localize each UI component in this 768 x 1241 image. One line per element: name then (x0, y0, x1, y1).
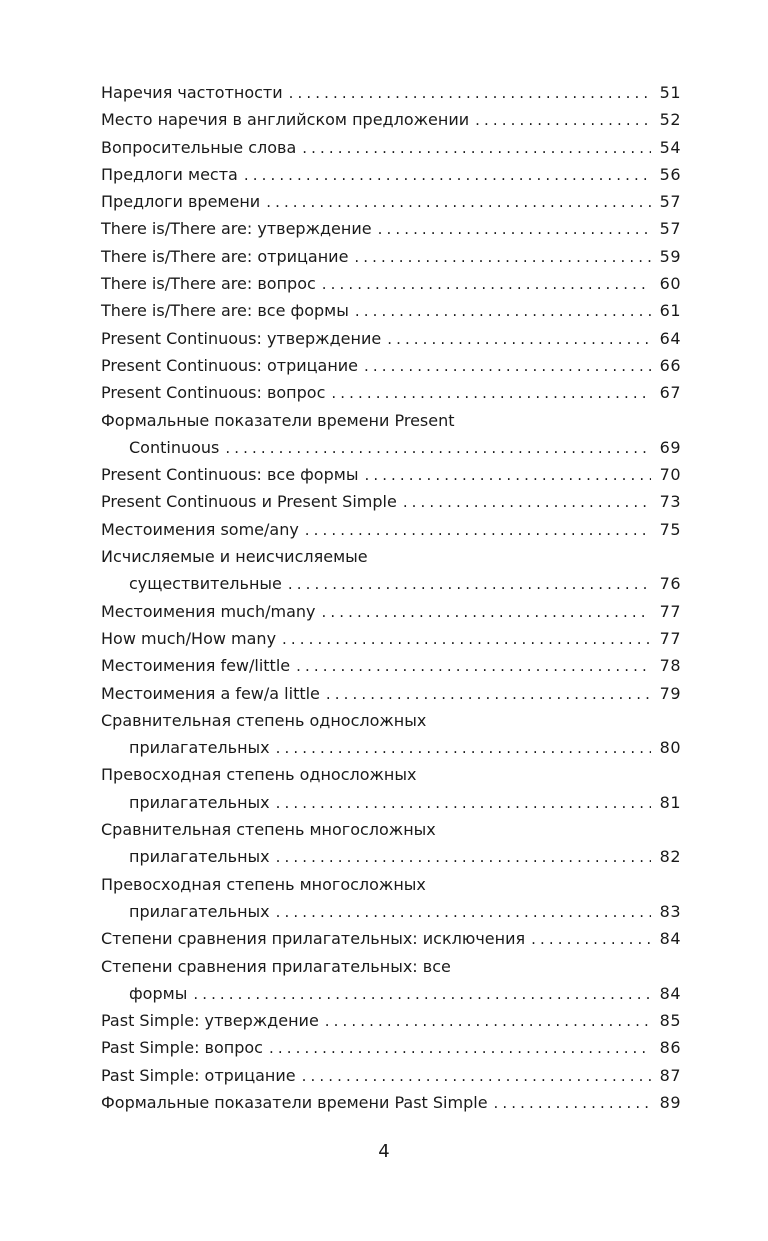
toc-entry-title: There is/There are: вопрос (101, 274, 316, 294)
toc-entry-title: Present Continuous: отрицание (101, 355, 359, 375)
toc-entry (101, 602, 681, 629)
toc-entry-title: There is/There are: утверждение (101, 219, 372, 239)
toc-entry-line (101, 684, 681, 711)
toc-entry-line (101, 765, 681, 792)
toc-entry (101, 492, 681, 519)
toc-entry-line (101, 902, 681, 929)
toc-entry-title: Местоимения few/little (101, 656, 291, 676)
toc-entry-title: There is/There are: все формы (101, 301, 349, 321)
toc-entry-line (101, 274, 681, 301)
toc-entry (101, 629, 681, 656)
toc-entry-page: 76 (659, 574, 681, 594)
dot-leader (354, 248, 651, 266)
dot-leader (296, 657, 651, 675)
toc-entry-page: 57 (659, 219, 681, 239)
toc-entry-title: Present Continuous: вопрос (101, 383, 326, 403)
toc-entry-line (101, 301, 681, 328)
toc-entry-line (101, 847, 681, 874)
toc-entry-page: 69 (659, 437, 681, 457)
toc-entry-title: Present Continuous: утверждение (101, 328, 382, 348)
toc-entry-line (101, 465, 681, 492)
dot-leader (325, 1012, 651, 1030)
dot-leader (364, 357, 651, 375)
toc-entry-title-continued: прилагательных (129, 901, 270, 921)
toc-entry-line (101, 383, 681, 410)
toc-entry-page: 73 (659, 492, 681, 512)
toc-entry-line (101, 984, 681, 1011)
toc-entry (101, 929, 681, 956)
toc-entry-page: 52 (659, 110, 681, 130)
toc-entry (101, 274, 681, 301)
toc-entry-page: 89 (659, 1092, 681, 1112)
toc-entry-line (101, 929, 681, 956)
toc-entry (101, 711, 681, 766)
toc-entry-page: 64 (659, 328, 681, 348)
dot-leader (322, 275, 651, 293)
toc-entry (101, 656, 681, 683)
toc-entry-page: 61 (659, 301, 681, 321)
toc-entry-line (101, 492, 681, 519)
toc-entry-title-continued: существительные (129, 574, 282, 594)
toc-entry-title: Предлоги времени (101, 192, 261, 212)
toc-entry-page: 82 (659, 847, 681, 867)
toc-entry (101, 411, 681, 466)
toc-entry-title-continued: прилагательных (129, 792, 270, 812)
toc-entry-page: 84 (659, 929, 681, 949)
toc-entry-page: 70 (659, 465, 681, 485)
toc-entry-line (101, 1011, 681, 1038)
toc-entry-title: Present Continuous: все формы (101, 465, 359, 485)
toc-entry (101, 820, 681, 875)
dot-leader (364, 466, 651, 484)
toc-entry-line (101, 574, 681, 601)
toc-entry-line (101, 110, 681, 137)
toc-entry-page: 77 (659, 628, 681, 648)
dot-leader (475, 111, 651, 129)
toc-entry (101, 1093, 681, 1120)
toc-entry-line (101, 192, 681, 219)
toc-entry-page: 86 (659, 1038, 681, 1058)
toc-entry-line (101, 738, 681, 765)
dot-leader (302, 139, 651, 157)
toc-entry-title: Present Continuous и Present Simple (101, 492, 397, 512)
dot-leader (387, 330, 651, 348)
toc-entry-title-continued: прилагательных (129, 847, 270, 867)
toc-entry-line (101, 520, 681, 547)
dot-leader (276, 794, 651, 812)
toc-entry-title: Формальные показатели времени Past Simple (101, 1092, 488, 1112)
toc-entry-line (101, 165, 681, 192)
toc-entry-line (101, 138, 681, 165)
toc-entry (101, 547, 681, 602)
toc-entry-page: 54 (659, 137, 681, 157)
dot-leader (305, 521, 651, 539)
toc-entry-line (101, 411, 681, 438)
toc-entry-line (101, 957, 681, 984)
toc-entry-title: Превосходная степень односложных (101, 765, 417, 785)
toc-entry-page: 75 (659, 519, 681, 539)
toc-entry-title-continued: прилагательных (129, 738, 270, 758)
toc-entry-title: Вопросительные слова (101, 137, 297, 157)
toc-entry-page: 66 (659, 355, 681, 375)
dot-leader (225, 439, 651, 457)
toc-entry-page: 78 (659, 656, 681, 676)
dot-leader (403, 493, 651, 511)
toc-entry-page: 83 (659, 901, 681, 921)
dot-leader (266, 193, 651, 211)
dot-leader (378, 220, 651, 238)
toc-entry (101, 875, 681, 930)
toc-entry-title: Past Simple: отрицание (101, 1065, 296, 1085)
dot-leader (282, 630, 651, 648)
toc-entry-page: 51 (659, 83, 681, 102)
toc-entry (101, 356, 681, 383)
toc-entry-title: Past Simple: утверждение (101, 1011, 319, 1031)
toc-entry-title-continued: формы (129, 983, 188, 1003)
toc-entry-page: 57 (659, 192, 681, 212)
toc-entry (101, 247, 681, 274)
table-of-contents (101, 83, 681, 1120)
toc-entry-title: How much/How many (101, 628, 277, 648)
toc-entry (101, 383, 681, 410)
toc-entry-title: Местоимения some/any (101, 519, 299, 539)
dot-leader (244, 166, 651, 184)
toc-entry-title: Место наречия в английском предложении (101, 110, 470, 130)
dot-leader (289, 84, 651, 102)
toc-entry-title-continued: Continuous (129, 437, 220, 457)
toc-entry-title: Степени сравнения прилагательных: исключения (101, 929, 526, 949)
toc-entry (101, 520, 681, 547)
dot-leader (326, 685, 651, 703)
dot-leader (276, 903, 651, 921)
toc-entry-line (101, 83, 681, 110)
toc-entry-line (101, 793, 681, 820)
toc-entry-line (101, 820, 681, 847)
toc-entry-title: Наречия частотности (101, 83, 283, 102)
dot-leader (531, 930, 651, 948)
toc-entry-line (101, 438, 681, 465)
toc-entry-page: 87 (659, 1065, 681, 1085)
toc-entry-line (101, 219, 681, 246)
toc-entry (101, 192, 681, 219)
toc-entry-title: Местоимения much/many (101, 601, 316, 621)
toc-entry-line (101, 547, 681, 574)
toc-entry-title: Сравнительная степень многосложных (101, 820, 436, 840)
toc-entry-page: 84 (659, 983, 681, 1003)
toc-entry (101, 83, 681, 110)
toc-entry-page: 77 (659, 601, 681, 621)
toc-entry-title: Предлоги места (101, 164, 238, 184)
dot-leader (355, 302, 651, 320)
dot-leader (331, 384, 651, 402)
toc-entry-page: 56 (659, 164, 681, 184)
toc-entry-title: Превосходная степень многосложных (101, 874, 426, 894)
toc-entry (101, 765, 681, 820)
toc-entry (101, 110, 681, 137)
dot-leader (494, 1094, 651, 1112)
toc-entry-title: Степени сравнения прилагательных: все (101, 956, 451, 976)
toc-entry-page: 85 (659, 1011, 681, 1031)
toc-entry-line (101, 711, 681, 738)
dot-leader (276, 739, 651, 757)
toc-entry-page: 67 (659, 383, 681, 403)
toc-entry (101, 1038, 681, 1065)
toc-entry-page: 60 (659, 274, 681, 294)
toc-entry-line (101, 1038, 681, 1065)
toc-entry-line (101, 602, 681, 629)
toc-entry (101, 957, 681, 1012)
toc-entry-page: 59 (659, 246, 681, 266)
dot-leader (193, 985, 651, 1003)
toc-entry-title: Местоимения a few/a little (101, 683, 320, 703)
toc-entry-line (101, 875, 681, 902)
toc-entry (101, 465, 681, 492)
toc-entry (101, 1066, 681, 1093)
toc-entry-title: There is/There are: отрицание (101, 246, 349, 266)
toc-entry-page: 81 (659, 792, 681, 812)
toc-entry (101, 329, 681, 356)
toc-entry-line (101, 629, 681, 656)
toc-entry (101, 684, 681, 711)
toc-entry-line (101, 356, 681, 383)
toc-entry (101, 1011, 681, 1038)
toc-entry-page: 79 (659, 683, 681, 703)
toc-entry-line (101, 247, 681, 274)
toc-entry-title: Сравнительная степень односложных (101, 710, 427, 730)
toc-entry (101, 138, 681, 165)
toc-entry (101, 219, 681, 246)
page-number: 4 (378, 1141, 390, 1162)
toc-entry-title: Исчисляемые и неисчисляемые (101, 547, 368, 567)
toc-entry (101, 301, 681, 328)
dot-leader (322, 603, 652, 621)
toc-entry (101, 165, 681, 192)
dot-leader (276, 848, 651, 866)
toc-entry-line (101, 656, 681, 683)
toc-entry-title: Past Simple: вопрос (101, 1038, 263, 1058)
toc-entry-page: 80 (659, 738, 681, 758)
toc-entry-line (101, 1093, 681, 1120)
dot-leader (269, 1039, 651, 1057)
dot-leader (302, 1067, 651, 1085)
dot-leader (288, 575, 651, 593)
toc-entry-line (101, 329, 681, 356)
toc-entry-title: Формальные показатели времени Present (101, 410, 455, 430)
toc-entry-line (101, 1066, 681, 1093)
